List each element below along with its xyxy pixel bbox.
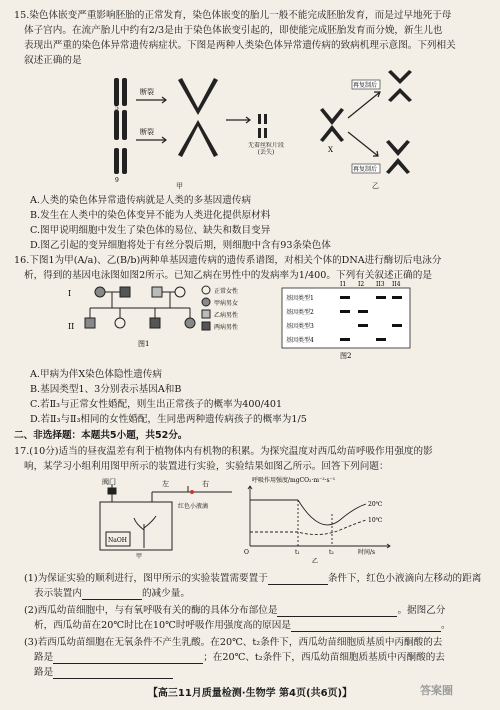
page-footer: 【高三11月质量检测·生物学 第4页(共6页)】 <box>147 688 353 699</box>
q15-break1-label: 断裂 <box>140 88 154 96</box>
q17-graph-ylabel: 呼吸作用强度/mgCO₂·m⁻²·s⁻¹ <box>252 477 336 484</box>
q16-gene-type1: 基因类型1 <box>286 295 314 302</box>
q17-fig-jia-caption: 甲 <box>136 553 143 560</box>
q15-fig-jia-caption: 甲 <box>176 182 183 190</box>
q16-fig1-caption: 图1 <box>138 340 150 348</box>
q17-right-label: 右 <box>202 480 209 488</box>
q17-curve-10c: 10℃ <box>368 517 383 524</box>
q17-p1-line2: 表示装置内 的减少量。 <box>34 588 190 599</box>
q17-blank-5[interactable] <box>53 663 203 664</box>
q16-gene-type2: 基因类型2 <box>286 309 314 316</box>
q15-chr5-label: 5 <box>115 105 119 112</box>
q16-legend-both-male: 两病男性 <box>214 324 239 331</box>
q17-p2-line2: 析，西瓜幼苗在20℃时比在10℃时呼吸作用强度高的原因是 。 <box>34 620 451 631</box>
q15-x-label: X <box>328 146 333 154</box>
q17-blank-2[interactable] <box>82 599 142 600</box>
q17-valve-label: 阀门 <box>102 478 116 486</box>
q15-option-b: B.发生在人类中的染色体变异不能为人类进化提供原材料 <box>30 210 271 221</box>
q15-option-d: D.图乙引起的变异细胞将处于有丝分裂后期，则细胞中含有93条染色体 <box>30 240 331 251</box>
q16-lane-ii3: II3 <box>376 281 385 288</box>
q16-electrophoresis-figure <box>282 280 412 360</box>
q17-p2-line1: (2)西瓜幼苗细胞中，与有氧呼吸有关的酶的具体分布部位是 。据图乙分 <box>24 605 446 616</box>
q15-lost-fragment-label: 无着丝粒片段(丢失) <box>248 142 284 156</box>
q15-line3: 表现出严重的染色体异常遗传病症状。下图是两种人类染色体异常遗传病的致病机理示意图。下列相关 <box>24 40 456 51</box>
q15-figure-yi <box>318 70 428 180</box>
q17-line2: 响，某学习小组利用图甲所示的装置进行实验，实验结果如图乙所示。回答下列问题： <box>24 461 389 472</box>
q17-p3-line3: 路是 <box>34 666 173 679</box>
q17-t1: t₁ <box>295 549 300 556</box>
q17-blank-6[interactable] <box>53 678 173 679</box>
q17-apparatus-figure <box>92 478 242 558</box>
q15-option-a: A.人类的染色体异常遗传病就是人类的多基因遗传病 <box>30 195 252 206</box>
q16-lane-i2: I2 <box>358 281 365 288</box>
q16-legend-normal-female: 正常女性 <box>214 288 239 295</box>
q16-gene-type3: 基因类型3 <box>286 323 314 330</box>
q16-pedigree-figure <box>60 284 270 354</box>
q17-origin: O <box>244 549 249 556</box>
q17-naoh-label: NaOH <box>108 537 127 544</box>
q15-rejoin1-label: 再复制后 <box>353 82 378 89</box>
q17-xlabel: 时间/s <box>358 549 376 556</box>
q16-option-b: B.基因类型1、3分别表示基因A和B <box>30 384 182 395</box>
q17-p1-line1: (1)为保证实验的顺利进行，图甲所示的实验装置需要置于 条件下，红色小液滴向左移动的距离 <box>24 573 482 584</box>
q17-blank-3[interactable] <box>277 616 397 617</box>
q15-break2-label: 断裂 <box>140 128 154 136</box>
q16-lane-ii4: II4 <box>392 281 401 288</box>
q15-line4: 叙述正确的是 <box>24 55 82 66</box>
q16-legend-jia-disease: 甲病男女 <box>214 300 239 307</box>
q16-line2: 析，得到的基因电泳图如图2所示。已知乙病在男性中的发病率为1/400。下列有关叙述正确的是 <box>24 270 432 281</box>
q15-line2: 体子宫内。在流产胎儿中约有2/3是由于染色体嵌变引起的，即使能完成胚胎发育而分娩，新生儿也 <box>24 25 443 36</box>
q16-gen-1-label: I <box>68 289 72 298</box>
q16-line1: 16.下图1为甲(A/a)、乙(B/b)两种单基因遗传病的遗传系谱图，对相关个体的DNA进行酶切后电泳分 <box>14 255 442 266</box>
q17-blank-1[interactable] <box>268 584 328 585</box>
q17-t2: t₂ <box>329 549 334 556</box>
q17-red-drop-label: 红色小液滴 <box>178 503 209 510</box>
watermark-logo: 答案圈 <box>420 684 453 697</box>
q16-fig2-caption: 图2 <box>340 352 352 360</box>
q15-chr9-label: 9 <box>115 177 119 184</box>
q17-blank-4[interactable] <box>291 631 441 632</box>
q15-figure-jia <box>100 70 320 184</box>
q17-line1: 17.(10分)适当的昼夜温差有利于植物体内有机物的积累。为探究温度对西瓜幼苗呼吸作用强度的影 <box>14 446 433 457</box>
q15-rejoin2-label: 再复制后 <box>353 166 378 173</box>
q16-option-a: A.甲病为伴X染色体隐性遗传病 <box>30 369 162 380</box>
q16-gen-2-label: II <box>68 322 75 331</box>
q17-fig-yi-caption: 乙 <box>312 558 319 565</box>
q17-curve-20c: 20℃ <box>368 501 383 508</box>
section-2-heading: 二、非选择题：本题共5小题，共52分。 <box>14 430 188 441</box>
q16-option-d: D.若Ⅱ₃与Ⅱ₃相同的女性婚配，生同患两种遗传病孩子的概率为1/5 <box>30 414 307 425</box>
q15-option-c: C.图甲说明细胞中发生了染色体的易位、缺失和数目变异 <box>30 225 271 236</box>
q16-option-c: C.若Ⅱ₃与正常女性婚配，则生出正常孩子的概率为400/401 <box>30 399 283 410</box>
q16-legend-yi-male: 乙病男性 <box>214 312 239 319</box>
q17-p3-line2: 路是 ；在20℃、t₂条件下，西瓜幼苗细胞质基质中丙酮酸的去 <box>34 652 445 663</box>
q17-respiration-graph <box>240 474 400 564</box>
q17-p3-line1: (3)若西瓜幼苗细胞在无氧条件不产生乳酸。在20℃、t₂条件下，西瓜幼苗细胞质基质中丙酮酸的去 <box>24 637 443 648</box>
q15-line1: 15.染色体嵌变严重影响胚胎的正常发育，染色体嵌变的胎儿一般不能完成胚胎发育，而是过早地死于母 <box>14 10 452 21</box>
q17-left-label: 左 <box>162 480 169 488</box>
q16-lane-i1: I1 <box>340 281 347 288</box>
q16-gene-type4: 基因类型4 <box>286 337 314 344</box>
q15-fig-yi-caption: 乙 <box>372 182 379 190</box>
